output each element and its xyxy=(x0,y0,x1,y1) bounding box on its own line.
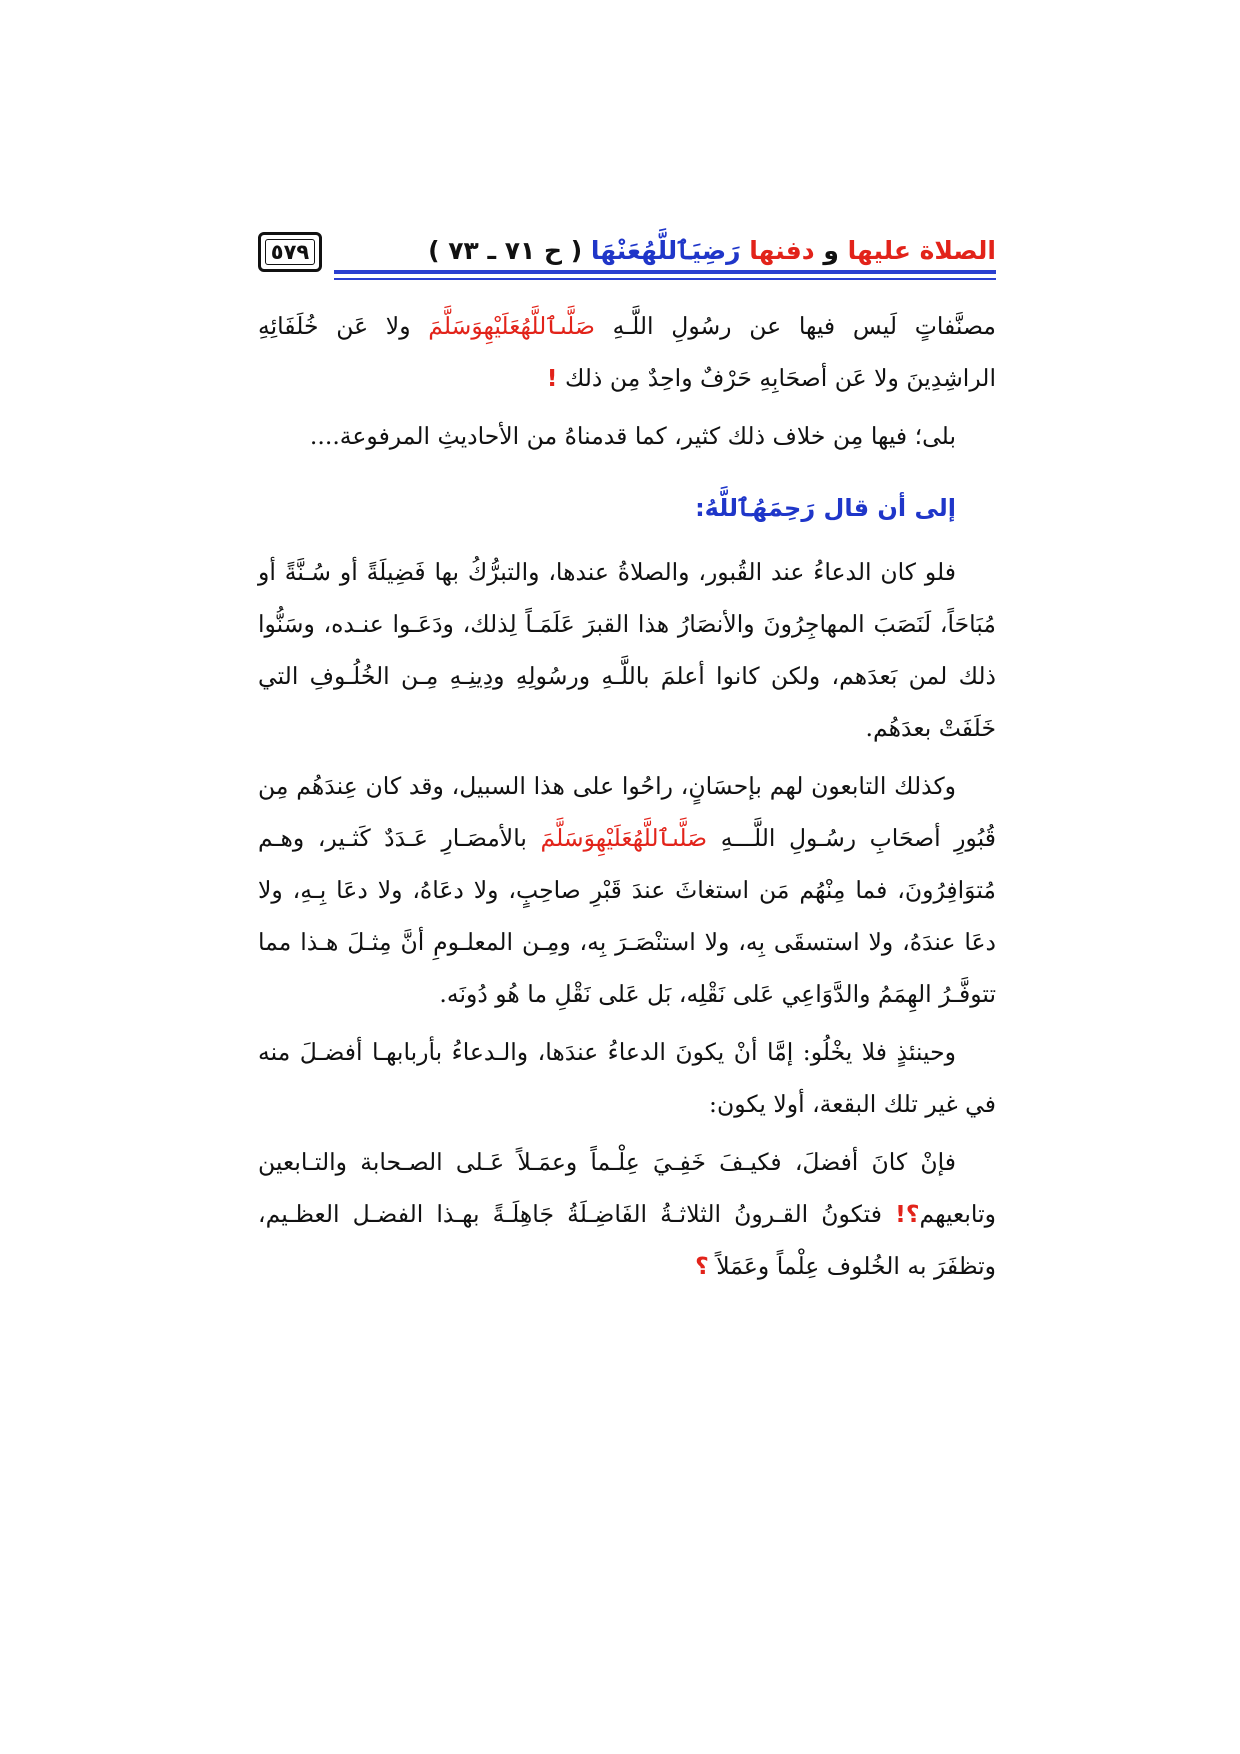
subheading: إلى أن قال رَحِمَهُٱللَّهُ: xyxy=(695,494,956,522)
question-mark: ؟ xyxy=(695,1252,709,1280)
header-title-part3: دفنها xyxy=(749,236,815,265)
paragraph-6-text-a: فإنْ كانَ أفضلَ، فكيـفَ خَفِـيَ عِلْـماً وعمَـلاً عَـلى الصـحابة والتـابعين وتابعيهم xyxy=(258,1148,996,1228)
salutation-2: صَلَّىٱللَّهُعَلَيْهِوَسَلَّمَ xyxy=(540,824,708,852)
header-title-part2: و xyxy=(823,236,839,265)
header-title-hadith-range: ( ح ٧١ ـ ٧٣ ) xyxy=(428,236,583,265)
page-number: ٥٧٩ xyxy=(270,240,310,264)
header-rule-thick xyxy=(334,270,996,274)
paragraph-5: وحينئذٍ فلا يخْلُو: إمَّا أنْ يكونَ الدعاءُ عندَها، والـدعاءُ بأربابهـا أفضـلَ منه في غير تلك البقعة، أولا يكون: xyxy=(258,1038,996,1118)
paragraph-4 xyxy=(258,760,996,1020)
paragraph-6 xyxy=(258,1136,996,1292)
paragraph-6-text-b: فتكونُ القـرونُ الثلاثـةُ الفَاضِـلَةُ جَاهِلَـةً بهـذا الفضـل العظـيم، وتظفَرَ به الخُلوف عِلْماً وعَمَلاً xyxy=(258,1200,996,1280)
paragraph-4-text-a: وكذلك التابعون لهم بإحسَانٍ، راحُوا على هذا السبيل، وقد كان عِندَهُم مِن قُبُورِ أصحَابِ رسُـولِ اللَّـــهِ xyxy=(258,772,996,852)
header-title xyxy=(428,236,996,265)
running-header xyxy=(258,232,996,288)
paragraph-1-text-a: مصنَّفاتٍ لَيس فيها عن رسُولِ اللَّـهِ xyxy=(612,312,996,340)
header-rule-thin xyxy=(334,278,996,280)
paragraph-2: بلى؛ فيها مِن خلاف ذلك كثير، كما قدمناهُ من الأحاديثِ المرفوعة.... xyxy=(309,422,956,450)
exclamation-mark: ! xyxy=(546,364,558,392)
header-title-part1: الصلاة عليها xyxy=(847,236,996,265)
paragraph-3: فلو كان الدعاءُ عند القُبور، والصلاةُ عندها، والتبرُّكُ بها فَضِيلَةً أو سُـنَّةً أو مُبَاحَاً، لَنَصَبَ المهاجِرُونَ والأنصَارُ هذا القبرَ عَلَمَـاً لِذلك، ودَعَـوا عنـده، وسَنُّوا ذلك لمن بَعدَهم، ولكن كانوا أعلمَ باللَّـهِ ورسُولِهِ ودِينِـهِ مِـن الخُلُـوفِ التي خَلَفَتْ بعدَهُم. xyxy=(258,558,996,742)
page-body xyxy=(258,300,996,1298)
paragraph-1 xyxy=(258,300,996,404)
header-title-honorific: رَضِيَٱللَّهُعَنْهَا xyxy=(590,236,741,265)
question-exclamation-mark: ؟! xyxy=(895,1200,920,1228)
salutation-1: صَلَّىٱللَّهُعَلَيْهِوَسَلَّمَ xyxy=(428,312,595,340)
paragraph-4-text-b: بالأمصَـارِ عَـدَدٌ كَثـير، وهـم مُتوَافِرُونَ، فما مِنْهُم مَن استغاثَ عندَ قَبْرِ صاحِبٍ، ولا دعَاهُ، ولا دعَا بِـهِ، ولا دعَا عندَهُ، ولا استسقَى بِه، ولا استنْصَـرَ بِه، ومِـن المعلـومِ أنَّ مِثـلَ هـذا مما تتوفَّـرُ الهِمَمُ والدَّوَاعِي عَلى نَقْلِه، بَل عَلى نَقْلِ ما هُو دُونَه. xyxy=(258,824,996,1008)
paragraph-1-text-b: ولا عَن خُلَفَائِهِ الراشِدِينَ ولا عَن أصحَابِهِ حَرْفٌ واحِدٌ مِن ذلك xyxy=(258,312,996,392)
page-number-box xyxy=(258,232,322,272)
